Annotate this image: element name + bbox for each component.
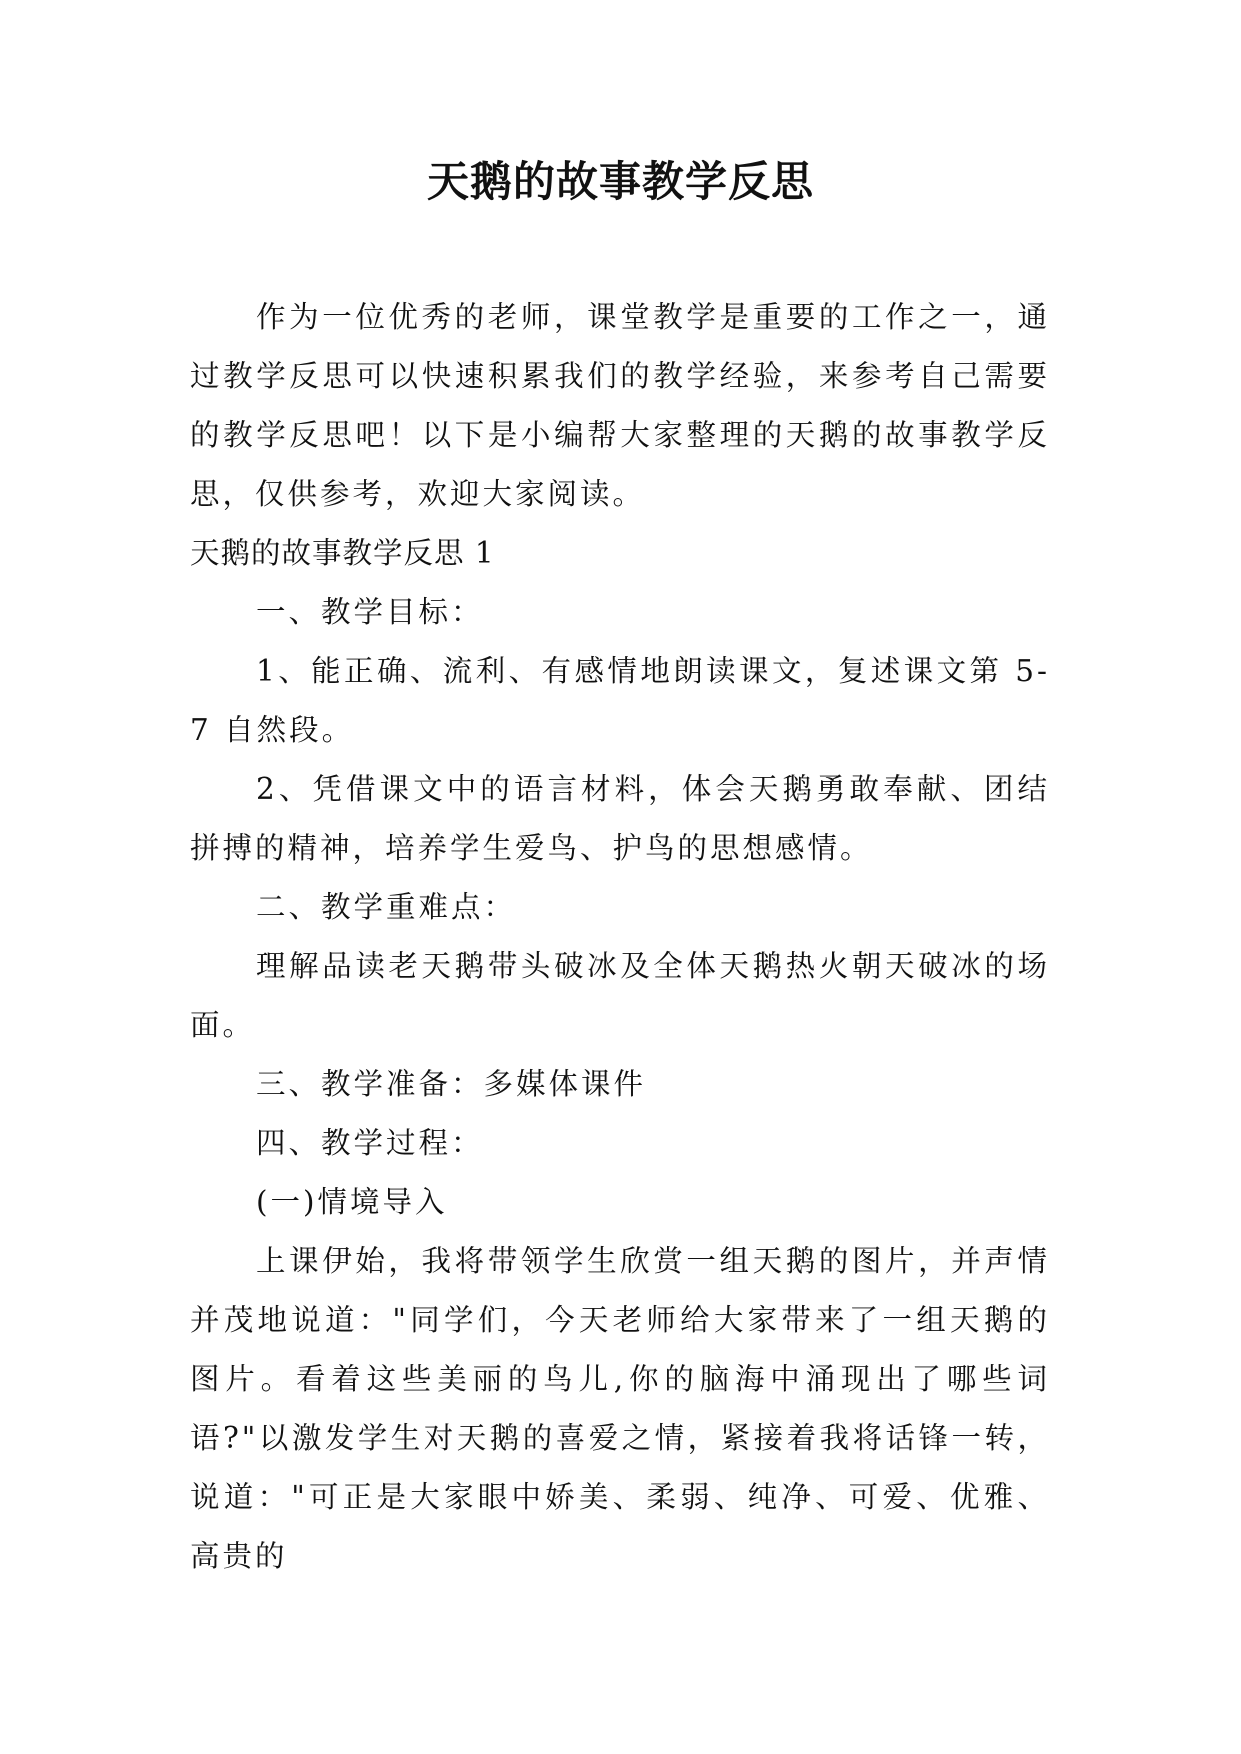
paragraph: 二、教学重难点： — [256, 890, 517, 924]
intro-paragraph: 作为一位优秀的老师，课堂教学是重要的工作之一，通过教学反思可以快速积累我们的教学经验，来参考自己需要的教学反思吧！以下是小编帮大家整理的天鹅的故事教学反思，仅供参考，欢迎大家阅读。 — [190, 300, 1050, 511]
document-title: 天鹅的故事教学反思 — [426, 157, 814, 206]
paragraph: 上课伊始，我将带领学生欣赏一组天鹅的图片，并声情并茂地说道："同学们，今天老师给大家带来了一组天鹅的图片。看着这些美丽的鸟儿,你的脑海中涌现出了哪些词语?"以激发学生对天鹅的喜爱之情，紧接着我将话锋一转，说道："可正是大家眼中娇美、柔弱、纯净、可爱、优雅、高贵的 — [190, 1244, 1050, 1573]
paragraph: 四、教学过程： — [256, 1126, 484, 1160]
section-1 — [190, 524, 1050, 1586]
paragraph: 三、教学准备：多媒体课件 — [256, 1067, 647, 1101]
paragraph: 一、教学目标： — [256, 595, 484, 629]
paragraph: 2、凭借课文中的语言材料，体会天鹅勇敢奉献、团结拼搏的精神，培养学生爱鸟、护鸟的思想感情。 — [190, 772, 1050, 865]
paragraph: 1、能正确、流利、有感情地朗读课文，复述课文第 5-7 自然段。 — [190, 654, 1050, 747]
section-heading: 天鹅的故事教学反思 1 — [190, 536, 495, 570]
paragraph: (一)情境导入 — [256, 1185, 448, 1219]
paragraph: 理解品读老天鹅带头破冰及全体天鹅热火朝天破冰的场面。 — [190, 949, 1050, 1042]
